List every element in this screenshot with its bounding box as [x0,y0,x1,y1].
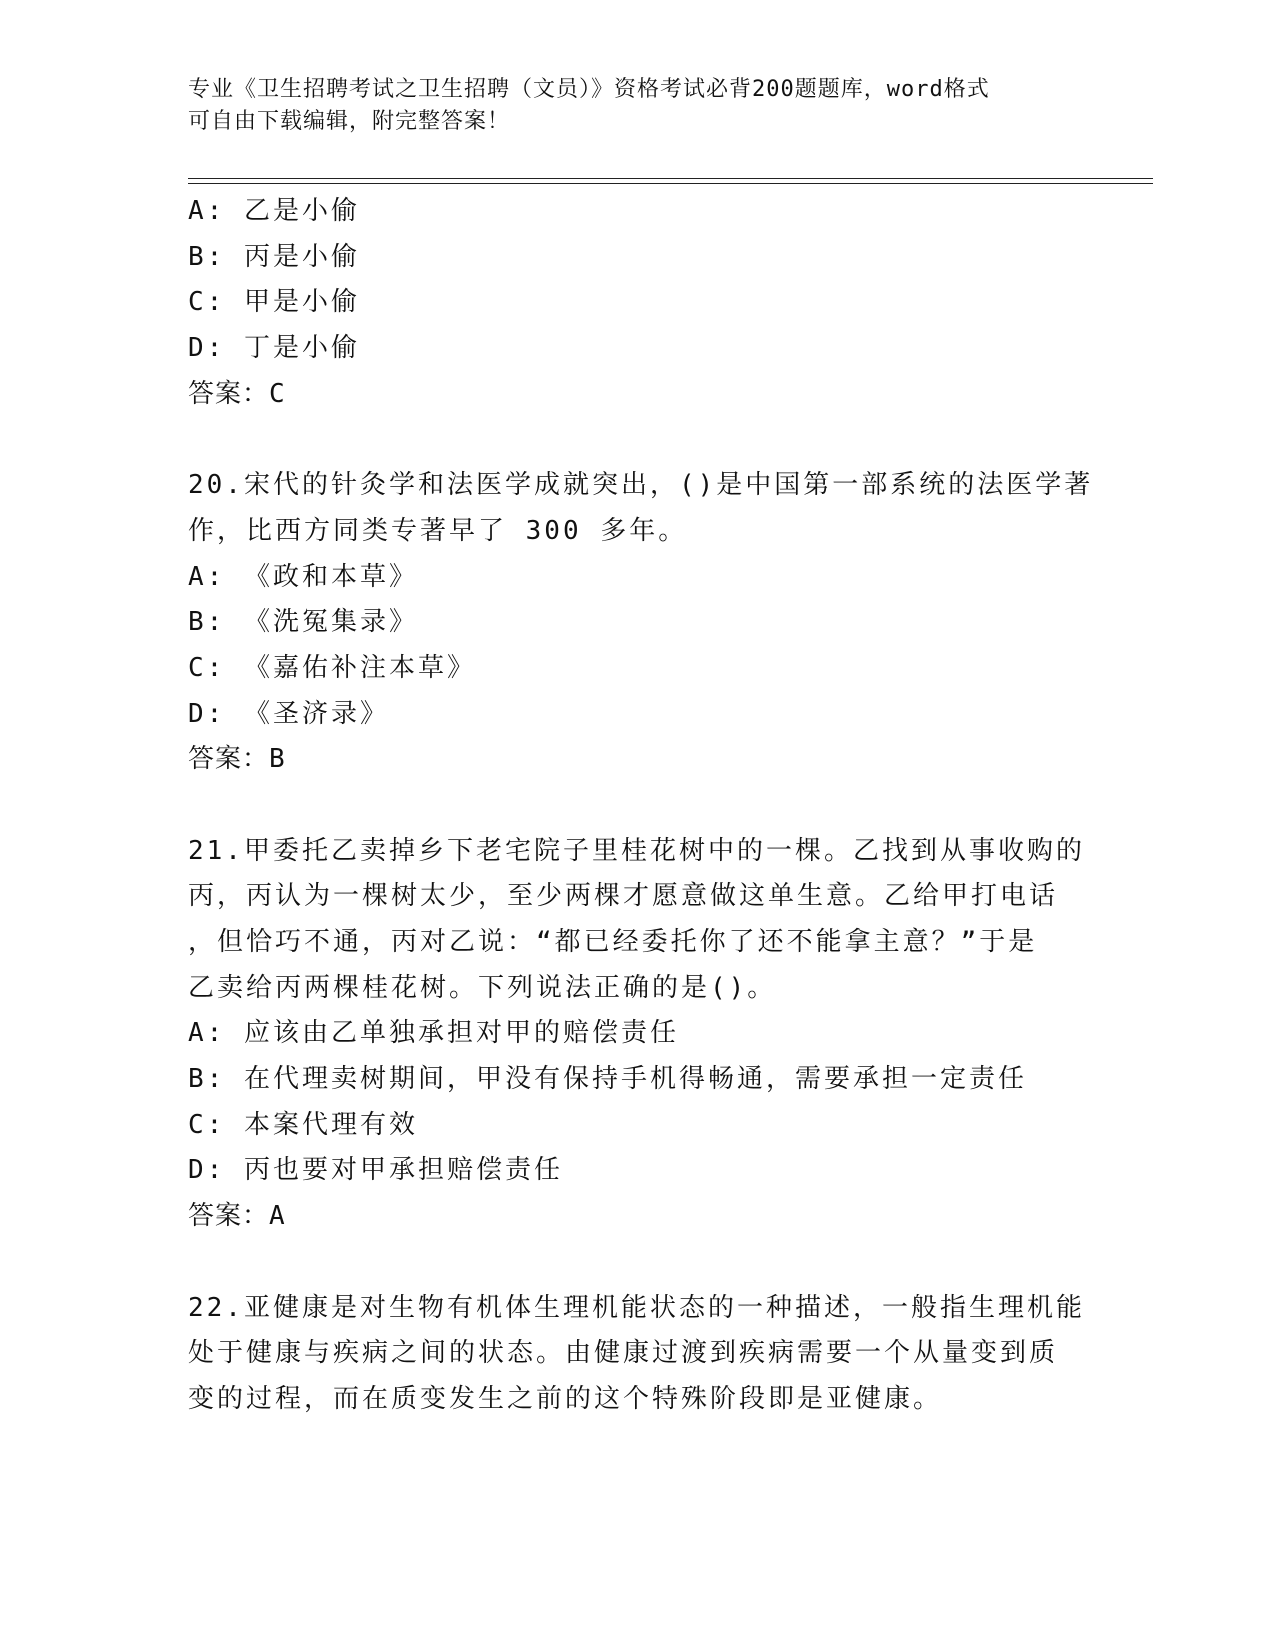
option-b: B: 在代理卖树期间，甲没有保持手机得畅通，需要承担一定责任 [188,1064,1027,1095]
question-stem-line: 变的过程，而在质变发生之前的这个特殊阶段即是亚健康。 [188,1383,943,1414]
spacer [188,417,1088,463]
option-d: D: 《圣济录》 [188,698,389,729]
option-d: D: 丙也要对甲承担赔偿责任 [188,1155,563,1186]
document-header [188,74,1088,138]
option-c: C: 本案代理有效 [188,1109,418,1140]
option-a: A: 乙是小偷 [188,196,360,226]
question-20-block [188,463,1094,783]
option-c: C: 甲是小偷 [188,287,360,318]
option-b: B: 《洗冤集录》 [188,607,418,638]
option-b: B: 丙是小偷 [188,241,360,272]
option-a: A: 《政和本草》 [188,561,418,592]
answer-line: 答案：B [188,744,286,775]
header-rule-bottom [188,183,1153,184]
option-c: C: 《嘉佑补注本草》 [188,652,476,683]
answer-line: 答案：A [188,1201,286,1232]
spacer [188,783,1088,829]
header-line-2: 可自由下载编辑，附完整答案！ [188,109,511,134]
question-stem-line: 20.宋代的针灸学和法医学成就突出，()是中国第一部系统的法医学著 [188,470,1094,501]
question-19-block [188,189,1088,417]
question-stem-line: ，但恰巧不通，丙对乙说：“都已经委托你了还不能拿主意？”于是 [188,927,1038,957]
answer-line: 答案：C [188,378,286,409]
header-rule-top [188,178,1153,179]
option-a: A: 应该由乙单独承担对甲的赔偿责任 [188,1018,679,1049]
question-stem-line: 22.亚健康是对生物有机体生理机能状态的一种描述，一般指生理机能 [188,1292,1085,1323]
option-d: D: 丁是小偷 [188,333,360,364]
spacer [188,1240,1088,1286]
question-21-block [188,829,1088,1240]
question-stem-line: 丙，丙认为一棵树太少，至少两棵才愿意做这单生意。乙给甲打电话 [188,881,1059,912]
question-stem-line: 作，比西方同类专著早了 300 多年。 [188,515,688,546]
question-22-block [188,1286,1088,1423]
question-stem-line: 乙卖给丙两棵桂花树。下列说法正确的是()。 [188,972,777,1003]
question-content [188,189,1094,1423]
question-stem-line: 处于健康与疾病之间的状态。由健康过渡到疾病需要一个从量变到质 [188,1338,1059,1369]
header-line-1: 专业《卫生招聘考试之卫生招聘（文员）》资格考试必背200题题库，word格式 [188,77,990,102]
question-stem-line: 21.甲委托乙卖掉乡下老宅院子里桂花树中的一棵。乙找到从事收购的 [188,835,1085,866]
